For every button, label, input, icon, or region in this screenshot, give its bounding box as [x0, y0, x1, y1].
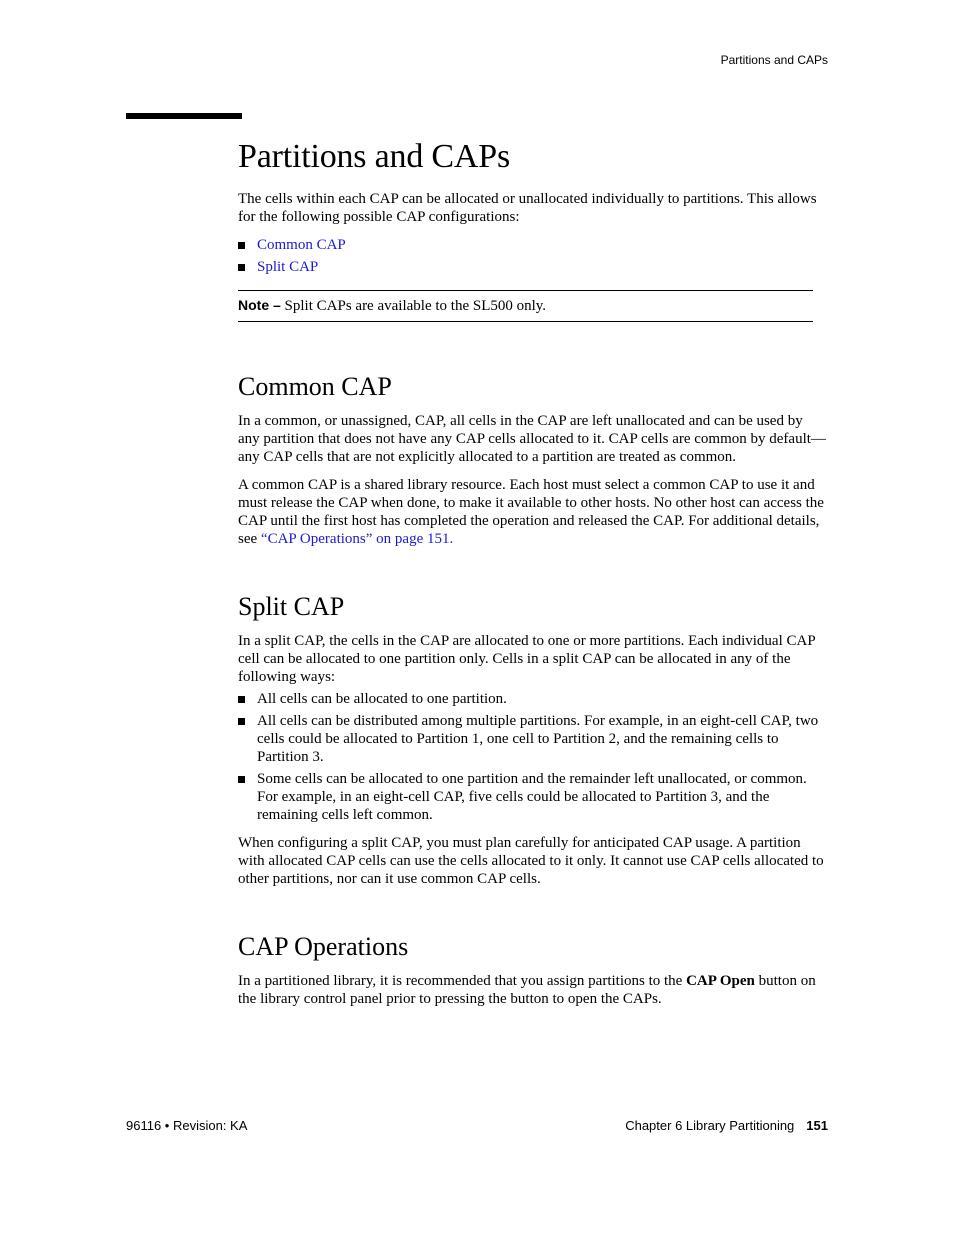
cap-operations-text-before: In a partitioned library, it is recommended that you assign partitions to the [238, 973, 683, 989]
cap-open-button-name: CAP Open [686, 973, 755, 989]
list-item-text: All cells can be distributed among multiple partitions. For example, in an eight-cell CAP, two cells could be allocated to Partition 1, one cell to Partition 2, and the remaining cells to Partition 3. [257, 713, 819, 765]
bullet-icon [238, 696, 245, 703]
page-content [238, 138, 828, 1018]
list-item-text: Some cells can be allocated to one partition and the remainder left unallocated, or common. For example, in an eight-cell CAP, five cells could be allocated to Partition 3, and the remaining cells left common. [257, 771, 807, 823]
note-label: Note – [238, 297, 281, 313]
footer-chapter-title: Chapter 6 Library Partitioning [625, 1118, 795, 1133]
common-cap-section [238, 372, 828, 548]
bullet-icon [238, 776, 245, 783]
note-box [238, 290, 813, 322]
list-item [238, 258, 828, 276]
cap-operations-link[interactable]: “CAP Operations” on page 151. [260, 531, 454, 547]
split-cap-link[interactable]: Split CAP [257, 259, 319, 275]
split-cap-section [238, 592, 828, 888]
cap-operations-heading: CAP Operations [238, 932, 409, 961]
cap-operations-section [238, 932, 828, 1008]
note-text: Split CAPs are available to the SL500 only. [284, 298, 547, 314]
intro-paragraph: The cells within each CAP can be allocated or unallocated individually to partitions. This allows for the following possible CAP configurations: [238, 191, 817, 225]
cap-operations-paragraph [238, 972, 828, 1008]
common-cap-link[interactable]: Common CAP [257, 237, 346, 253]
list-item [238, 690, 828, 708]
footer-revision: 96116 • Revision: KA [126, 1118, 248, 1133]
split-cap-paragraph-2: When configuring a split CAP, you must plan carefully for anticipated CAP usage. A partition with allocated CAP cells can use the cells allocated to it only. It cannot use CAP cells allocated to other partitions, nor can it use common CAP cells. [238, 835, 824, 887]
list-item-text: All cells can be allocated to one partition. [257, 691, 507, 707]
cap-operations-text-after: button on the library control panel prior to pressing the button to open the CAPs. [238, 973, 816, 1007]
split-cap-heading: Split CAP [238, 592, 345, 621]
split-cap-paragraph-1: In a split CAP, the cells in the CAP are allocated to one or more partitions. Each individual CAP cell can be allocated to one partition only. Cells in a split CAP can be allocated in any of the following ways: [238, 633, 816, 685]
running-head: Partitions and CAPs [720, 53, 828, 67]
common-cap-heading: Common CAP [238, 372, 392, 401]
page-title: Partitions and CAPs [238, 138, 511, 175]
common-cap-paragraph-1: In a common, or unassigned, CAP, all cells in the CAP are left unallocated and can be used by any partition that does not have any CAP cells allocated to it. CAP cells are common by default—any CAP cells that are not explicitly allocated to a partition are treated as common. [238, 413, 826, 465]
common-cap-paragraph-2 [238, 476, 828, 548]
bullet-icon [238, 242, 245, 249]
list-item [238, 770, 828, 824]
bullet-icon [238, 264, 245, 271]
footer-chapter [625, 1118, 828, 1133]
config-list [238, 236, 828, 276]
list-item [238, 236, 828, 254]
page-number: 151 [806, 1118, 828, 1133]
common-cap-paragraph-2-text: A common CAP is a shared library resource. Each host must select a common CAP to use it and must release the CAP when done, to make it available to other hosts. No other host can access the CAP until the first host has completed the operation and released the CAP. For additional details, see [238, 477, 824, 547]
bullet-icon [238, 718, 245, 725]
chapter-rule [126, 113, 242, 119]
list-item [238, 712, 828, 766]
split-cap-list [238, 690, 828, 824]
